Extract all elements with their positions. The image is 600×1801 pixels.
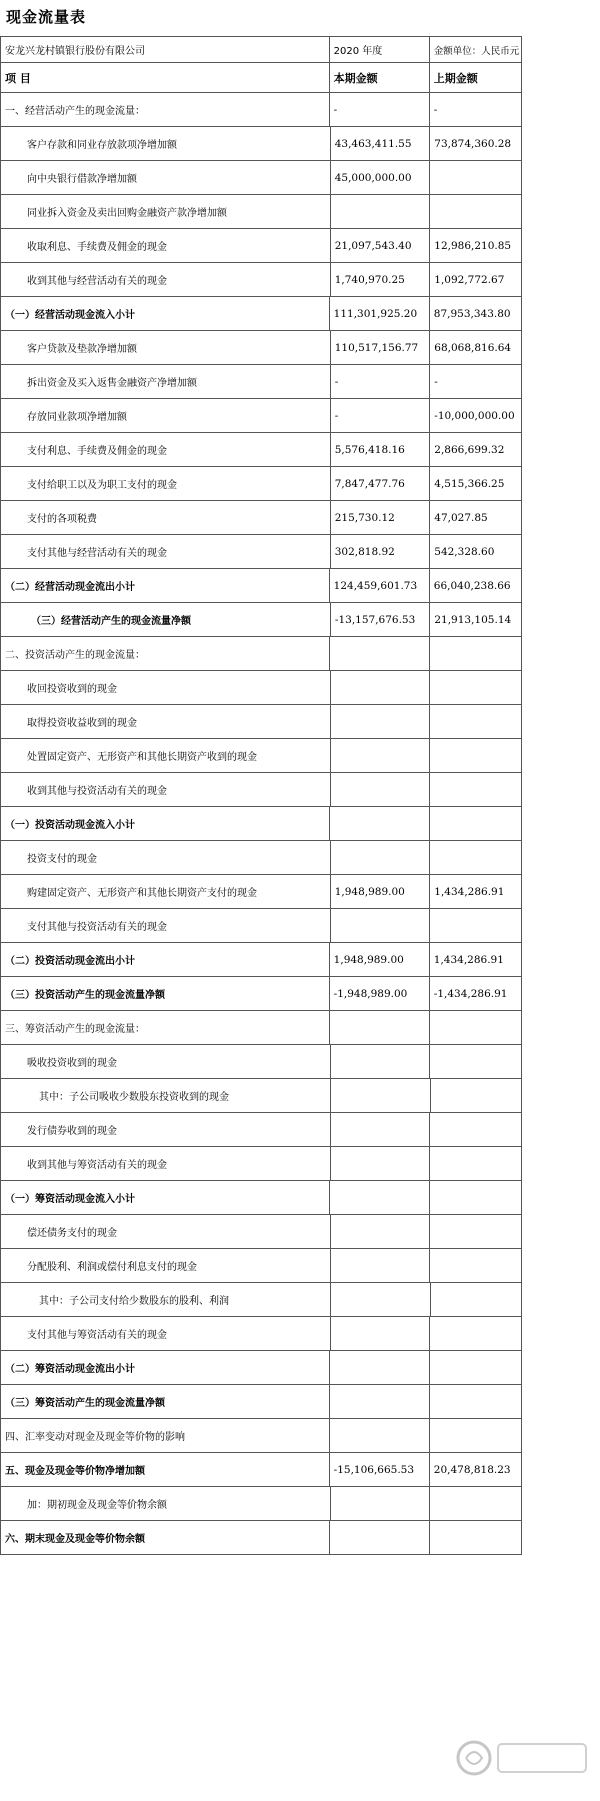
- table-row: [0, 1283, 522, 1317]
- table-row: [0, 1079, 522, 1113]
- prior-amount: 73,874,360.28: [429, 127, 522, 160]
- prior-amount: [430, 1283, 522, 1316]
- table-row: [0, 127, 522, 161]
- table-row: [0, 1181, 522, 1215]
- table-row: [0, 535, 522, 569]
- row-label: 收取利息、手续费及佣金的现金: [0, 229, 330, 262]
- row-label: 其中：子公司支付给少数股东的股利、利润: [0, 1283, 330, 1316]
- watermark-logo: [452, 1728, 592, 1788]
- row-label: （一）投资活动现金流入小计: [0, 807, 329, 840]
- current-amount: [329, 1181, 429, 1214]
- prior-amount: [429, 705, 522, 738]
- prior-amount: [429, 807, 522, 840]
- table-row: [0, 229, 522, 263]
- table-row: [0, 399, 522, 433]
- table-row: [0, 195, 522, 229]
- prior-amount: 66,040,238.66: [429, 569, 522, 602]
- prior-amount: -: [429, 365, 522, 398]
- current-amount: [330, 195, 430, 228]
- current-amount: [330, 739, 430, 772]
- table-row: [0, 1487, 522, 1521]
- table-row: [0, 161, 522, 195]
- prior-amount: [429, 195, 522, 228]
- current-amount: 43,463,411.55: [330, 127, 430, 160]
- prior-amount: [429, 1147, 522, 1180]
- row-label: 拆出资金及买入返售金融资产净增加额: [0, 365, 330, 398]
- row-label: （一）筹资活动现金流入小计: [0, 1181, 329, 1214]
- row-label: （三）经营活动产生的现金流量净额: [0, 603, 330, 636]
- prior-amount: [429, 1419, 522, 1452]
- row-label: 处置固定资产、无形资产和其他长期资产收到的现金: [0, 739, 330, 772]
- current-amount: [330, 841, 430, 874]
- prior-amount: [429, 1113, 522, 1146]
- row-label: 三、筹资活动产生的现金流量：: [0, 1011, 329, 1044]
- table-row: [0, 1249, 522, 1283]
- prior-amount: -10,000,000.00: [429, 399, 522, 432]
- prior-amount: 542,328.60: [429, 535, 522, 568]
- row-label: 存放同业款项净增加额: [0, 399, 330, 432]
- row-label: 收回投资收到的现金: [0, 671, 330, 704]
- current-amount: [330, 1317, 430, 1350]
- cash-flow-table: [0, 36, 522, 1555]
- table-row: [0, 433, 522, 467]
- row-label: 支付给职工以及为职工支付的现金: [0, 467, 330, 500]
- current-amount-header: 本期金额: [329, 63, 429, 92]
- table-row: [0, 875, 522, 909]
- current-amount: [330, 1487, 430, 1520]
- prior-amount: 20,478,818.23: [429, 1453, 522, 1486]
- current-amount: [330, 1113, 430, 1146]
- current-amount: 21,097,543.40: [330, 229, 430, 262]
- table-row: [0, 1113, 522, 1147]
- prior-amount: [429, 1249, 522, 1282]
- current-amount: [330, 909, 430, 942]
- table-row: [0, 569, 522, 603]
- row-label: 支付利息、手续费及佣金的现金: [0, 433, 330, 466]
- table-row: [0, 1045, 522, 1079]
- company-name: 安龙兴龙村镇银行股份有限公司: [0, 37, 329, 62]
- row-label: 收到其他与筹资活动有关的现金: [0, 1147, 330, 1180]
- table-row: [0, 331, 522, 365]
- row-label: 支付的各项税费: [0, 501, 330, 534]
- row-label: 收到其他与投资活动有关的现金: [0, 773, 330, 806]
- current-amount: 7,847,477.76: [330, 467, 430, 500]
- current-amount: [330, 773, 430, 806]
- prior-amount: [429, 637, 522, 670]
- current-amount: [329, 1351, 429, 1384]
- info-row: [0, 37, 522, 63]
- table-row: [0, 93, 522, 127]
- current-amount: [330, 1045, 430, 1078]
- current-amount: -: [329, 93, 429, 126]
- current-amount: -15,106,665.53: [329, 1453, 429, 1486]
- row-label: 吸收投资收到的现金: [0, 1045, 330, 1078]
- currency-unit: 金额单位：人民币元: [429, 37, 522, 62]
- current-amount: [329, 637, 429, 670]
- prior-amount: [429, 841, 522, 874]
- prior-amount: [429, 1011, 522, 1044]
- table-row: [0, 841, 522, 875]
- item-header: 项 目: [0, 63, 329, 92]
- prior-amount: [429, 161, 522, 194]
- table-row: [0, 909, 522, 943]
- prior-amount: [430, 1079, 522, 1112]
- table-row: [0, 263, 522, 297]
- table-row: [0, 705, 522, 739]
- table-row: [0, 1419, 522, 1453]
- current-amount: 1,948,989.00: [329, 943, 429, 976]
- current-amount: 111,301,925.20: [329, 297, 429, 330]
- row-label: 客户存款和同业存放款项净增加额: [0, 127, 330, 160]
- table-row: [0, 773, 522, 807]
- current-amount: 302,818.92: [330, 535, 430, 568]
- current-amount: [329, 1419, 429, 1452]
- current-amount: 45,000,000.00: [330, 161, 430, 194]
- table-body: [0, 93, 522, 1555]
- prior-amount: [429, 671, 522, 704]
- table-row: [0, 671, 522, 705]
- prior-amount: [429, 1351, 522, 1384]
- prior-amount: 12,986,210.85: [429, 229, 522, 262]
- row-label: 支付其他与筹资活动有关的现金: [0, 1317, 330, 1350]
- current-amount: [330, 671, 430, 704]
- prior-amount: [429, 1045, 522, 1078]
- current-amount: -: [330, 365, 430, 398]
- table-row: [0, 1317, 522, 1351]
- row-label: 客户贷款及垫款净增加额: [0, 331, 330, 364]
- prior-amount: 1,092,772.67: [429, 263, 522, 296]
- row-label: （三）投资活动产生的现金流量净额: [0, 977, 329, 1010]
- prior-amount: 1,434,286.91: [429, 943, 522, 976]
- prior-amount: [429, 1215, 522, 1248]
- row-label: 同业拆入资金及卖出回购金融资产款净增加额: [0, 195, 330, 228]
- table-row: [0, 1453, 522, 1487]
- row-label: （二）经营活动现金流出小计: [0, 569, 329, 602]
- table-row: [0, 977, 522, 1011]
- row-label: 支付其他与经营活动有关的现金: [0, 535, 330, 568]
- current-amount: [330, 1283, 429, 1316]
- row-label: 二、投资活动产生的现金流量：: [0, 637, 329, 670]
- row-label: （二）投资活动现金流出小计: [0, 943, 329, 976]
- prior-amount: [429, 1487, 522, 1520]
- table-row: [0, 1385, 522, 1419]
- table-row: [0, 467, 522, 501]
- current-amount: -: [330, 399, 430, 432]
- row-label: 六、期末现金及现金等价物余额: [0, 1521, 329, 1554]
- row-label: 向中央银行借款净增加额: [0, 161, 330, 194]
- row-label: 支付其他与投资活动有关的现金: [0, 909, 330, 942]
- current-amount: 1,948,989.00: [330, 875, 430, 908]
- prior-amount: [429, 1317, 522, 1350]
- row-label: 五、现金及现金等价物净增加额: [0, 1453, 329, 1486]
- prior-amount: 47,027.85: [429, 501, 522, 534]
- prior-amount-header: 上期金额: [429, 63, 522, 92]
- current-amount: -13,157,676.53: [330, 603, 429, 636]
- current-amount: [330, 705, 430, 738]
- table-row: [0, 739, 522, 773]
- row-label: 收到其他与经营活动有关的现金: [0, 263, 330, 296]
- prior-amount: [429, 739, 522, 772]
- table-row: [0, 1351, 522, 1385]
- prior-amount: -: [429, 93, 522, 126]
- prior-amount: [429, 909, 522, 942]
- table-row: [0, 1147, 522, 1181]
- table-row: [0, 1521, 522, 1555]
- prior-amount: 87,953,343.80: [429, 297, 522, 330]
- row-label: 取得投资收益收到的现金: [0, 705, 330, 738]
- table-row: [0, 501, 522, 535]
- table-row: [0, 637, 522, 671]
- current-amount: [330, 1249, 430, 1282]
- table-row: [0, 807, 522, 841]
- prior-amount: [429, 1181, 522, 1214]
- prior-amount: 4,515,366.25: [429, 467, 522, 500]
- table-row: [0, 365, 522, 399]
- current-amount: 5,576,418.16: [330, 433, 430, 466]
- report-year: 2020 年度: [329, 37, 429, 62]
- prior-amount: 68,068,816.64: [429, 331, 522, 364]
- table-row: [0, 1011, 522, 1045]
- row-label: 四、汇率变动对现金及现金等价物的影响: [0, 1419, 329, 1452]
- row-label: 购建固定资产、无形资产和其他长期资产支付的现金: [0, 875, 330, 908]
- current-amount: [330, 1079, 429, 1112]
- current-amount: 1,740,970.25: [330, 263, 430, 296]
- row-label: （二）筹资活动现金流出小计: [0, 1351, 329, 1384]
- page-title: 现金流量表: [6, 8, 87, 26]
- current-amount: [329, 807, 429, 840]
- prior-amount: 21,913,105.14: [429, 603, 522, 636]
- row-label: 偿还债务支付的现金: [0, 1215, 330, 1248]
- table-row: [0, 603, 522, 637]
- row-label: （一）经营活动现金流入小计: [0, 297, 329, 330]
- row-label: 一、经营活动产生的现金流量：: [0, 93, 329, 126]
- prior-amount: [429, 1521, 522, 1554]
- current-amount: 124,459,601.73: [329, 569, 429, 602]
- header-row: [0, 63, 522, 93]
- prior-amount: [429, 773, 522, 806]
- prior-amount: [429, 1385, 522, 1418]
- prior-amount: 1,434,286.91: [429, 875, 522, 908]
- row-label: （三）筹资活动产生的现金流量净额: [0, 1385, 329, 1418]
- row-label: 加：期初现金及现金等价物余额: [0, 1487, 330, 1520]
- table-row: [0, 1215, 522, 1249]
- row-label: 其中：子公司吸收少数股东投资收到的现金: [0, 1079, 330, 1112]
- current-amount: 215,730.12: [330, 501, 430, 534]
- row-label: 投资支付的现金: [0, 841, 330, 874]
- current-amount: [329, 1385, 429, 1418]
- current-amount: -1,948,989.00: [329, 977, 429, 1010]
- current-amount: [329, 1521, 429, 1554]
- current-amount: [330, 1147, 430, 1180]
- current-amount: 110,517,156.77: [330, 331, 430, 364]
- table-row: [0, 943, 522, 977]
- table-row: [0, 297, 522, 331]
- prior-amount: 2,866,699.32: [429, 433, 522, 466]
- prior-amount: -1,434,286.91: [429, 977, 522, 1010]
- current-amount: [330, 1215, 430, 1248]
- row-label: 分配股利、利润或偿付利息支付的现金: [0, 1249, 330, 1282]
- current-amount: [329, 1011, 429, 1044]
- row-label: 发行债券收到的现金: [0, 1113, 330, 1146]
